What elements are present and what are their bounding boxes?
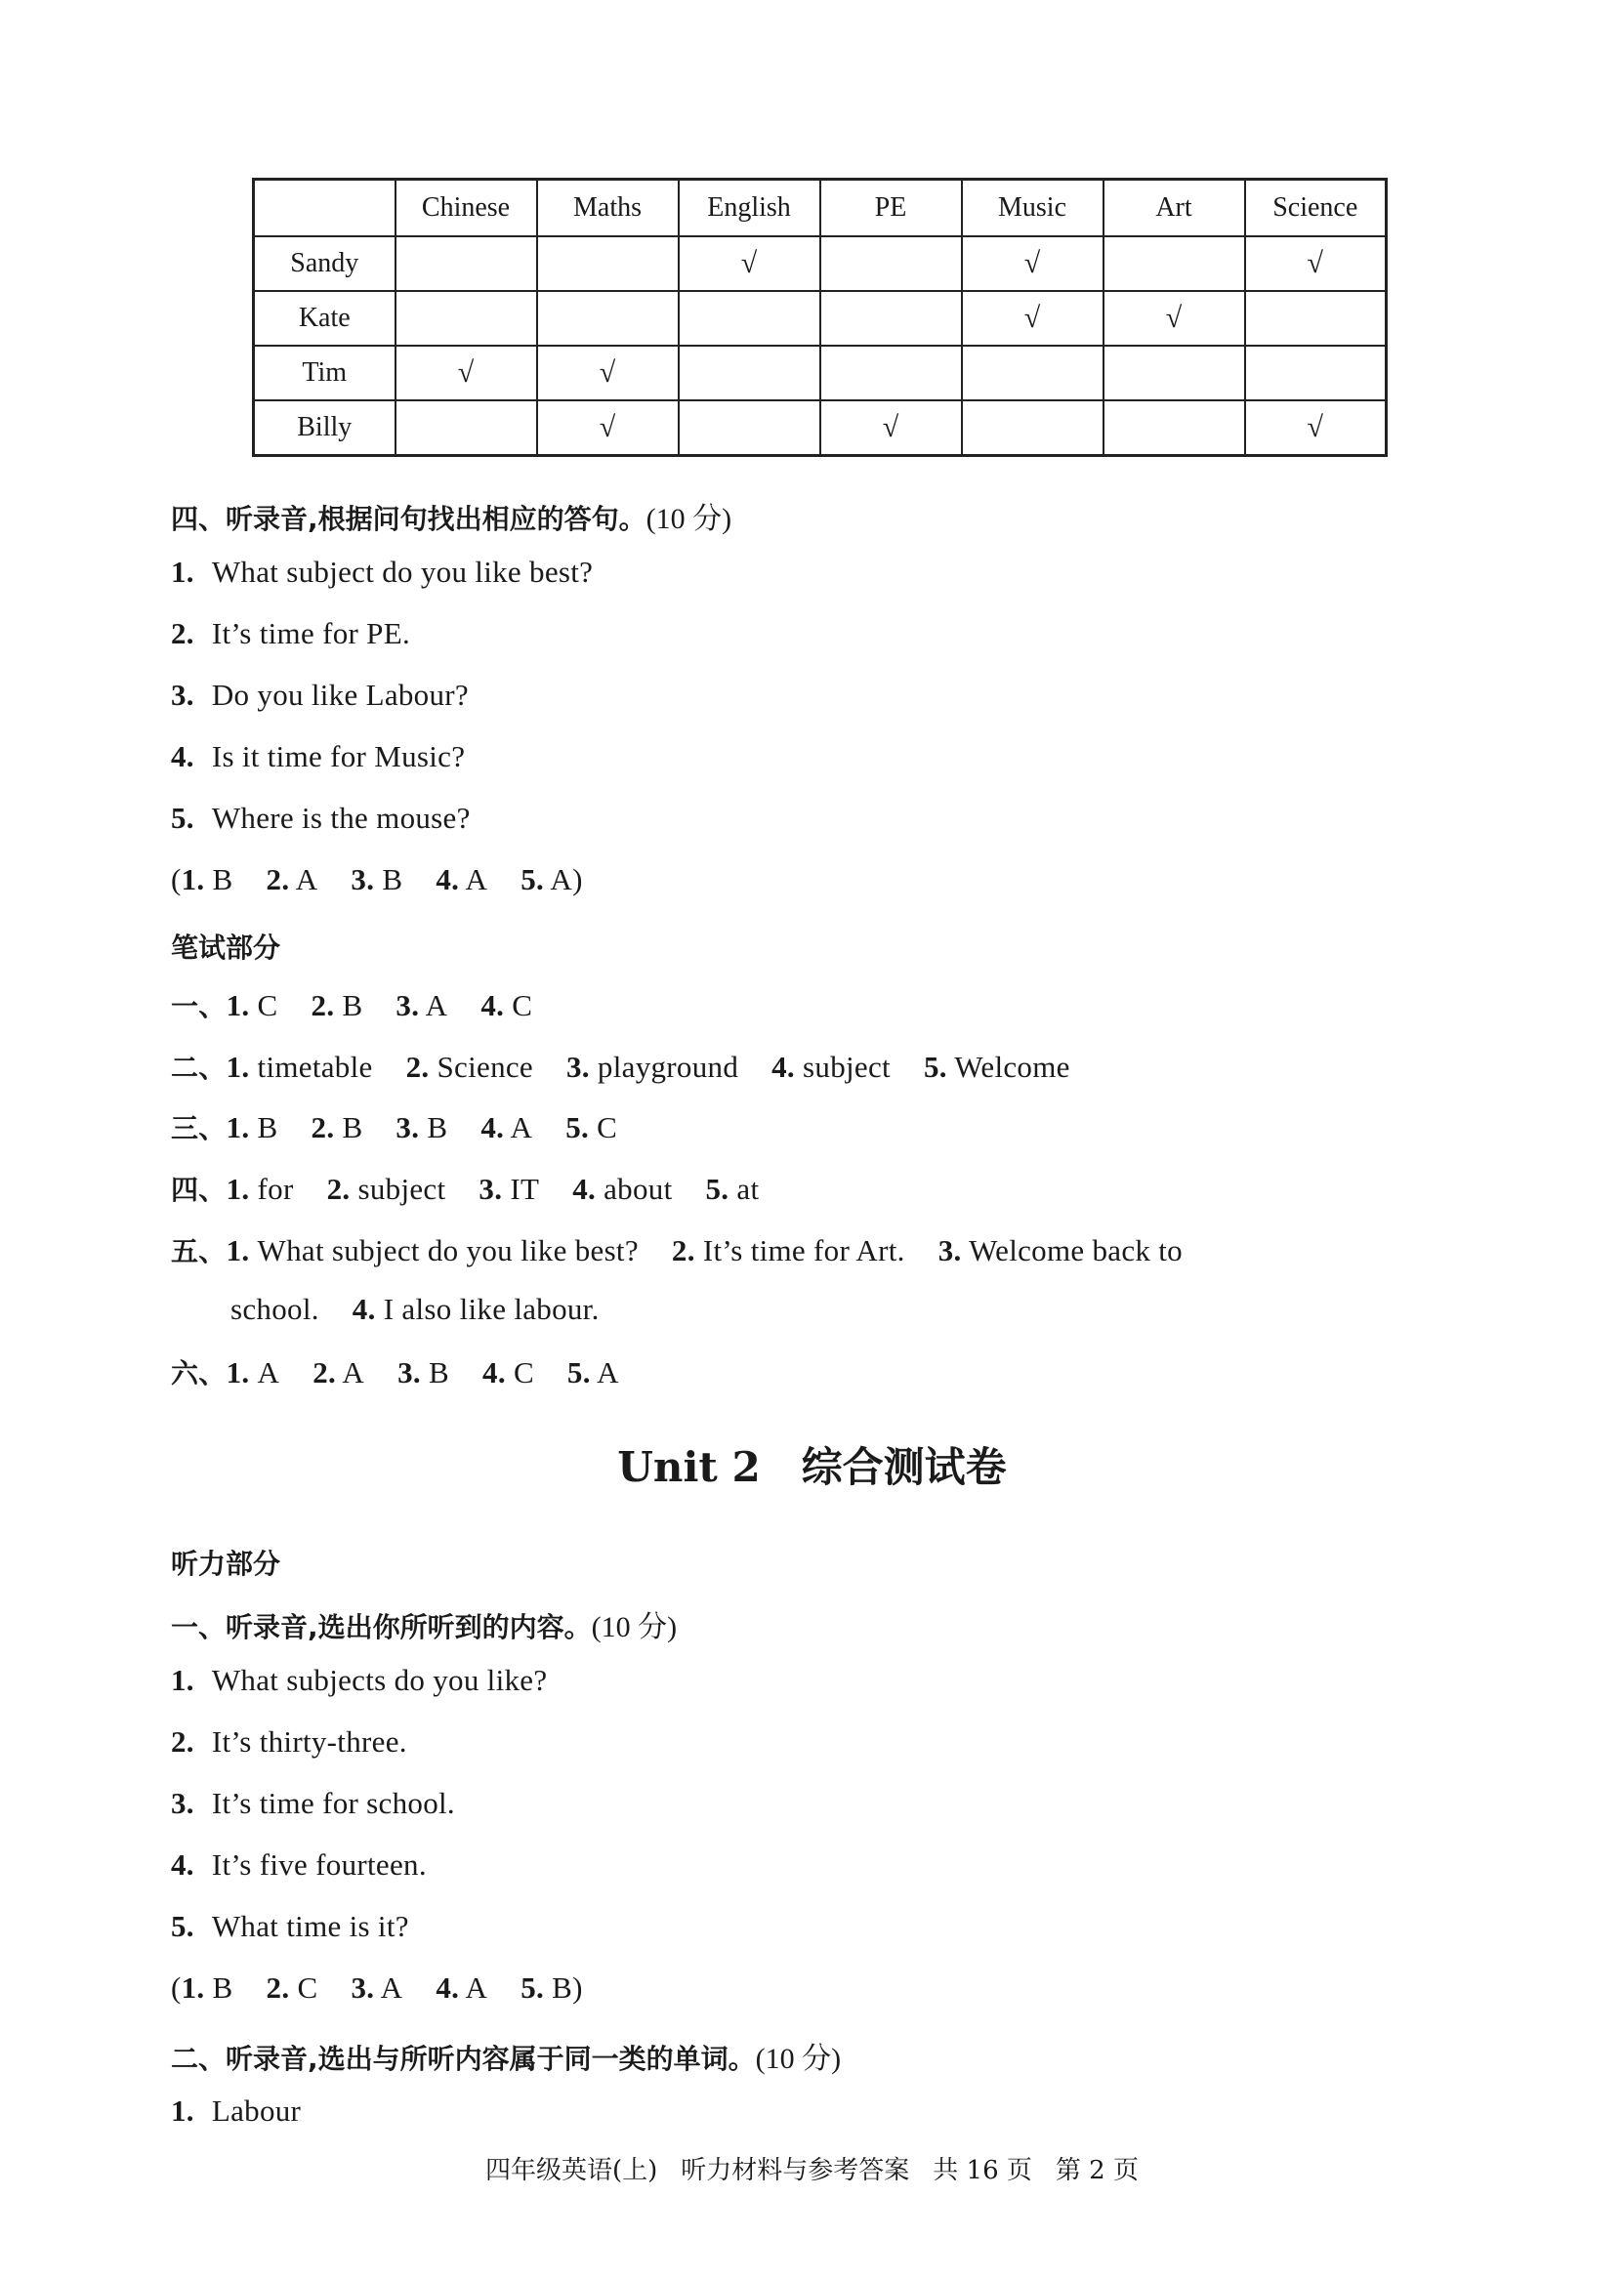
answer-key-line: (1. B 2. C 3. A 4. A 5. B) [171,1970,583,2005]
answer: subject [803,1050,891,1084]
table-row [254,400,1387,456]
check-cell: √ [962,291,1103,346]
answer: B [257,1110,278,1144]
answer-key-line: (1. B 2. A 3. B 4. A 5. A) [171,862,583,896]
written-answer-line: 六、1. A 2. A 3. B 4. C 5. A [171,1355,619,1389]
answer: about [604,1172,673,1206]
table-header-cell: Chinese [396,180,537,237]
listening-item: 4. Is it time for Music? [171,739,466,773]
written-answer-line: 一、1. C 2. B 3. A 4. C [171,988,533,1022]
table-header-cell: PE [820,180,962,237]
answer: What subject do you like best? [257,1233,639,1267]
section-heading [171,494,731,537]
unit-number: Unit 2 [617,1443,761,1491]
table-header-cell: Science [1245,180,1387,237]
check-cell: √ [537,346,679,400]
check-cell: √ [962,236,1103,291]
page-footer [0,2150,1624,2186]
table-header-cell: Music [962,180,1103,237]
answer: A [465,1970,488,2005]
check-cell [1245,346,1387,400]
footer-book: 四年级英语(上) [484,2156,658,2185]
answer: timetable [257,1050,373,1084]
check-cell [820,236,962,291]
check-cell [820,346,962,400]
check-cell [396,400,537,456]
answer: A [510,1110,533,1144]
listening-item: 1. What subject do you like best? [171,555,594,589]
section-points: (10 分) [591,1611,678,1643]
table-row [254,236,1387,291]
answer: B [427,1110,448,1144]
item-text: It’s five fourteen. [211,1847,427,1882]
check-cell [679,400,820,456]
answer: A [465,862,488,896]
check-cell [396,236,537,291]
listening-item: 2. It’s thirty-three. [171,1724,407,1759]
answer: C [597,1110,618,1144]
check-cell: √ [1245,400,1387,456]
check-cell: √ [537,400,679,456]
table-header-cell: Maths [537,180,679,237]
question-prefix: 二、 [171,1052,227,1084]
listening-item: 3. It’s time for school. [171,1786,455,1820]
answer: at [736,1172,760,1206]
listening-part-heading: 听力部分 [171,1548,281,1580]
answer: A [550,862,573,896]
check-cell [1103,400,1245,456]
check-cell: √ [1245,236,1387,291]
row-name-cell: Sandy [254,236,396,291]
item-text: Where is the mouse? [211,801,471,835]
answer: B [382,862,403,896]
item-text: Do you like Labour? [211,678,469,712]
listening-item: 1. Labour [171,2093,302,2128]
check-cell [962,400,1103,456]
answer: B [212,862,233,896]
check-cell [679,346,820,400]
written-answer-line: 五、1. What subject do you like best? 2. It’s time for Art. 3. Welcome back to [171,1233,1183,1267]
section-heading-text: 二、听录音,选出与所听内容属于同一类的单词。 [171,2043,756,2075]
answer: Welcome [954,1050,1070,1084]
listening-item: 5. What time is it? [171,1909,409,1943]
answer: playground [597,1050,739,1084]
answer: A [295,862,318,896]
answer: I also like labour. [383,1292,600,1326]
row-name-cell: Kate [254,291,396,346]
check-cell: √ [396,346,537,400]
footer-page: 第 2 页 [1055,2156,1139,2185]
item-text: What subjects do you like? [211,1663,548,1697]
check-cell: √ [679,236,820,291]
answer: B [552,1970,573,2005]
row-name-cell: Billy [254,400,396,456]
footer-total: 共 16 页 [933,2156,1032,2185]
check-cell [820,291,962,346]
check-cell: √ [1103,291,1245,346]
answer: A [257,1355,280,1389]
check-cell [962,346,1103,400]
written-answer-line: 二、1. timetable 2. Science 3. playground 4. subject 5. Welcome [171,1050,1070,1084]
answer-continuation: school. [230,1292,319,1326]
answer: Welcome back to [969,1233,1183,1267]
section-points: (10 分) [755,2043,842,2075]
answer: C [297,1970,318,2005]
question-prefix: 四、 [171,1174,227,1206]
written-answer-line: 四、1. for 2. subject 3. IT 4. about 5. at [171,1172,760,1206]
item-text: What time is it? [211,1909,409,1943]
listening-item: 5. Where is the mouse? [171,801,471,835]
answer: Science [437,1050,533,1084]
check-cell [537,236,679,291]
listening-item: 2. It’s time for PE. [171,616,410,650]
answer: A [380,1970,403,2005]
answer: B [429,1355,450,1389]
section-points: (10 分) [645,503,732,535]
answer: B [342,988,363,1022]
answer: IT [510,1172,540,1206]
question-prefix: 三、 [171,1112,227,1144]
table-header-cell: Art [1103,180,1245,237]
answer: It’s time for Art. [702,1233,905,1267]
answer: for [257,1172,294,1206]
item-text: Labour [211,2093,302,2128]
table-header-row [254,180,1387,237]
answer: C [257,988,278,1022]
item-text: Is it time for Music? [211,739,466,773]
check-cell [396,291,537,346]
unit-title [0,1435,1624,1494]
check-cell [679,291,820,346]
answer: A [597,1355,619,1389]
item-text: What subject do you like best? [211,555,594,589]
table-row [254,291,1387,346]
check-cell: √ [820,400,962,456]
question-prefix: 六、 [171,1357,227,1389]
section-heading [171,1602,677,1645]
answer: A [342,1355,365,1389]
answer: C [513,1355,534,1389]
table-header-cell: English [679,180,820,237]
question-prefix: 五、 [171,1235,227,1267]
item-text: It’s thirty-three. [211,1724,407,1759]
answer: B [212,1970,233,2005]
written-answer-continuation: school. 4. I also like labour. [230,1292,600,1326]
check-cell [1245,291,1387,346]
answer: A [425,988,448,1022]
check-cell [537,291,679,346]
section-heading-text: 一、听录音,选出你所听到的内容。 [171,1611,592,1643]
listening-item: 1. What subjects do you like? [171,1663,548,1697]
item-text: It’s time for PE. [211,616,410,650]
answer: subject [357,1172,446,1206]
table-corner-cell [254,180,396,237]
section-heading [171,2034,841,2077]
answer: C [512,988,533,1022]
item-text: It’s time for school. [211,1786,455,1820]
row-name-cell: Tim [254,346,396,400]
section-heading-text: 四、听录音,根据问句找出相应的答句。 [171,503,646,535]
written-answer-line: 三、1. B 2. B 3. B 4. A 5. C [171,1110,618,1144]
listening-item: 4. It’s five fourteen. [171,1847,427,1882]
table-row [254,346,1387,400]
answer: B [342,1110,363,1144]
check-cell [1103,236,1245,291]
footer-section: 听力材料与参考答案 [681,2156,910,2185]
subject-check-table [252,178,1388,457]
written-part-heading: 笔试部分 [171,932,281,964]
check-cell [1103,346,1245,400]
listening-item: 3. Do you like Labour? [171,678,469,712]
unit-title-text: 综合测试卷 [801,1443,1007,1491]
question-prefix: 一、 [171,990,227,1022]
